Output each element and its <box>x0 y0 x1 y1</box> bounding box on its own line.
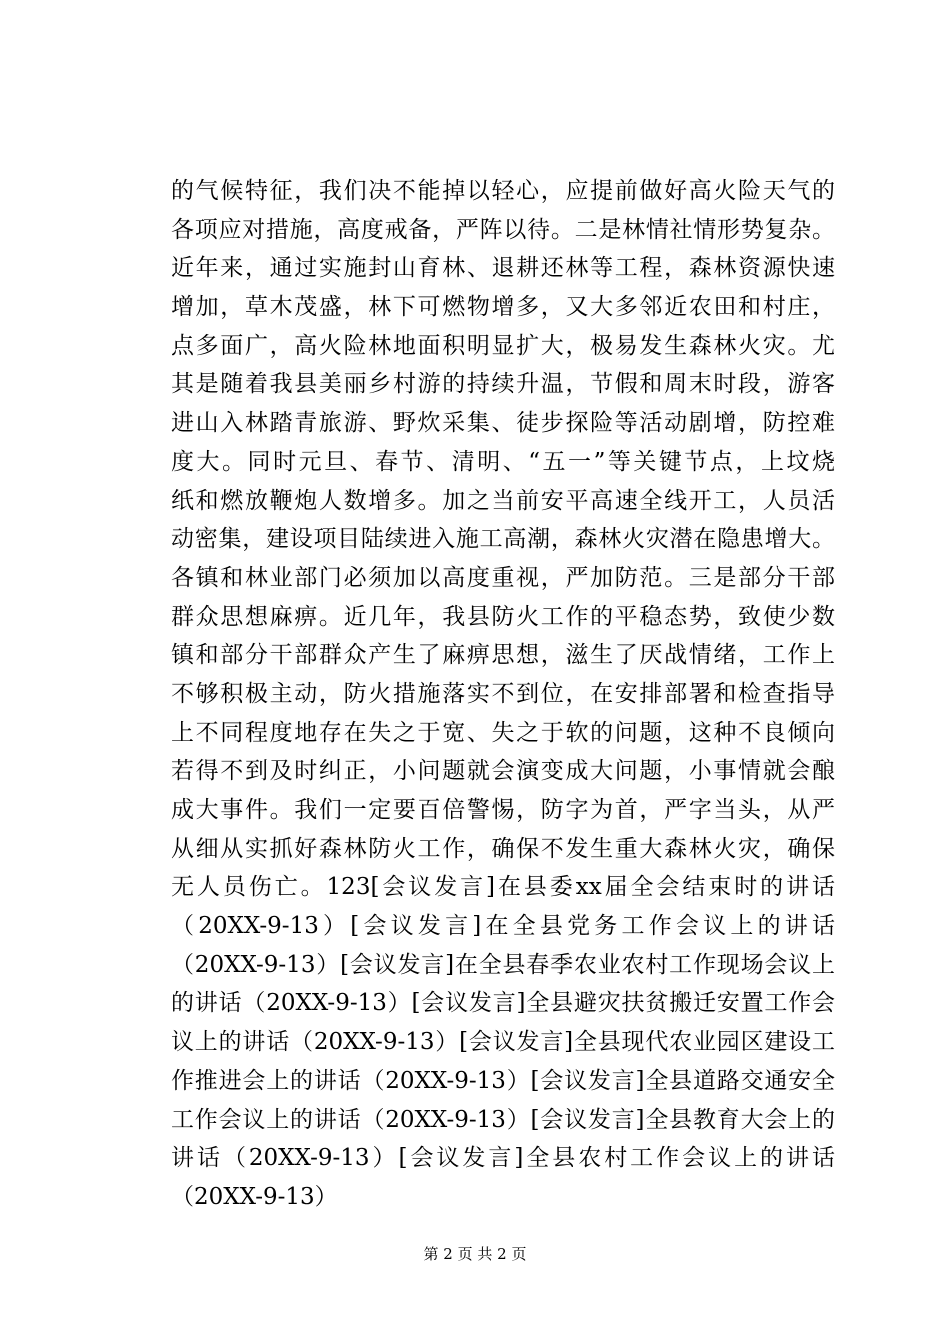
text-line: 其是随着我县美丽乡村游的持续升温，节假和周末时段，游客 <box>171 371 835 398</box>
text-line: 群众思想麻痹。近几年，我县防火工作的平稳态势，致使少数 <box>171 603 835 630</box>
page-number-footer: 第 2 页 共 2 页 <box>423 1245 527 1263</box>
text-line: （20XX-9-13）[会议发言]在全县党务工作会议上的讲话 <box>171 913 835 940</box>
text-line: 的气候特征，我们决不能掉以轻心，应提前做好高火险天气的 <box>171 178 835 204</box>
text-line: 动密集，建设项目陆续进入施工高潮，森林火灾潜在隐患增大。 <box>171 526 835 553</box>
text-line: 不够积极主动，防火措施落实不到位，在安排部署和检查指导 <box>171 680 835 707</box>
text-line: 作推进会上的讲话（20XX-9-13）[会议发言]全县道路交通安全 <box>171 1067 835 1094</box>
text-line: 无人员伤亡。123[会议发言]在县委xx届全会结束时的讲话 <box>171 874 835 901</box>
text-line: 从细从实抓好森林防火工作，确保不发生重大森林火灾，确保 <box>171 835 835 862</box>
text-line: 度大。同时元旦、春节、清明、“五一”等关键节点，上坟烧 <box>171 448 835 475</box>
text-line: 近年来，通过实施封山育林、退耕还林等工程，森林资源快速 <box>171 255 835 282</box>
text-line: 进山入林踏青旅游、野炊采集、徒步探险等活动剧增，防控难 <box>171 410 835 437</box>
text-line: 若得不到及时纠正，小问题就会演变成大问题，小事情就会酿 <box>171 758 835 785</box>
text-line: 的讲话（20XX-9-13）[会议发言]全县避灾扶贫搬迁安置工作会 <box>171 990 835 1017</box>
text-line: （20XX-9-13）[会议发言]在全县春季农业农村工作现场会议上 <box>171 951 835 978</box>
text-line: 议上的讲话（20XX-9-13）[会议发言]全县现代农业园区建设工 <box>171 1029 835 1056</box>
text-line: 上不同程度地存在失之于宽、失之于软的问题，这种不良倾向 <box>171 719 835 746</box>
text-line: 各项应对措施，高度戒备，严阵以待。二是林情社情形势复杂。 <box>171 216 835 243</box>
text-line: 点多面广，高火险林地面积明显扩大，极易发生森林火灾。尤 <box>171 332 835 359</box>
text-line: 镇和部分干部群众产生了麻痹思想，滋生了厌战情绪，工作上 <box>171 642 835 669</box>
text-line: 工作会议上的讲话（20XX-9-13）[会议发言]全县教育大会上的 <box>171 1106 835 1133</box>
text-line: 增加，草木茂盛，林下可燃物增多，又大多邻近农田和村庄， <box>171 294 835 321</box>
text-line: 成大事件。我们一定要百倍警惕，防字为首，严字当头，从严 <box>171 797 835 823</box>
document-body <box>171 172 835 1217</box>
text-line: （20XX-9-13） <box>171 1183 338 1210</box>
text-line: 纸和燃放鞭炮人数增多。加之当前安平高速全线开工，人员活 <box>171 487 835 514</box>
text-line: 讲话（20XX-9-13）[会议发言]全县农村工作会议上的讲话 <box>171 1145 835 1172</box>
text-line: 各镇和林业部门必须加以高度重视，严加防范。三是部分干部 <box>171 564 835 591</box>
